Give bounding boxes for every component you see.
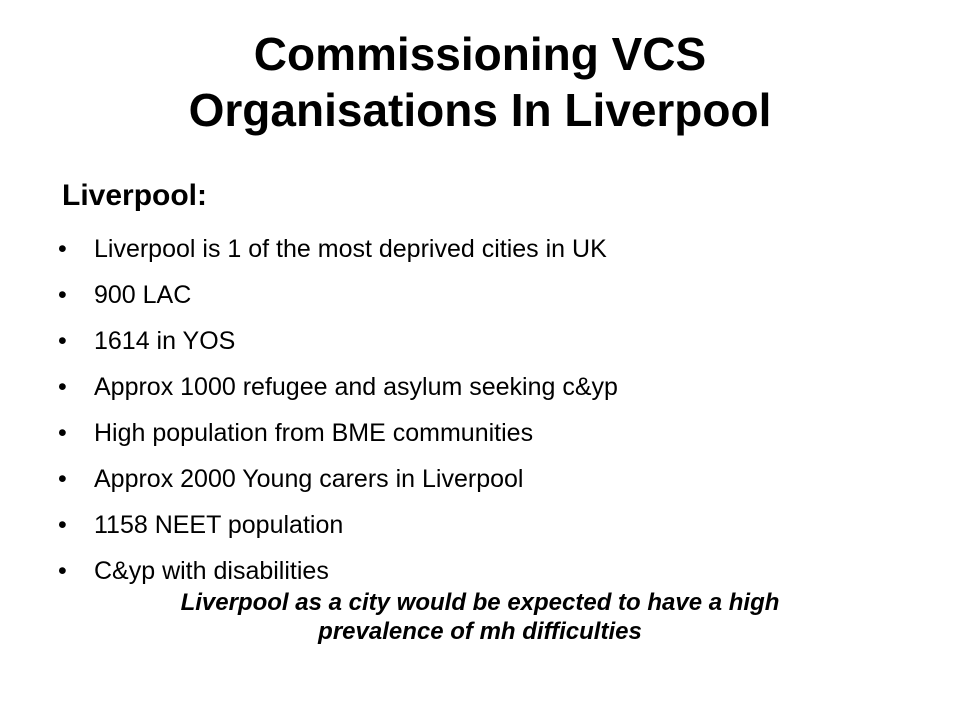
bullet-item [58,506,918,552]
slide-title-line-1: Commissioning VCS [253,28,707,80]
bullet-item [58,368,918,414]
bullet-text: Liverpool is 1 of the most deprived cities in UK [94,235,607,263]
bullet-item [58,414,918,460]
bullet-icon: • [58,511,67,539]
bullet-text: 900 LAC [94,281,192,309]
bullet-icon: • [58,557,67,585]
bullet-item [58,276,918,322]
bullet-text: 1614 in YOS [94,327,236,355]
slide-title-line-2: Organisations In Liverpool [188,84,772,136]
bullet-icon: • [58,327,67,355]
bullet-item [58,230,918,276]
bullet-item [58,322,918,368]
bullet-text: Approx 2000 Young carers in Liverpool [94,465,524,493]
bullet-text: High population from BME communities [94,419,534,447]
section-heading: Liverpool: [62,179,208,212]
slide-title [60,26,900,138]
conclusion-line-1: Liverpool as a city would be expected to have a high [180,589,780,616]
bullet-text: C&yp with disabilities [94,557,329,585]
bullet-icon: • [58,373,67,401]
bullet-item [58,460,918,506]
bullet-icon: • [58,419,67,447]
conclusion-note [40,588,920,646]
bullet-icon: • [58,465,67,493]
bullet-text: Approx 1000 refugee and asylum seeking c&yp [94,373,618,401]
bullet-text: 1158 NEET population [94,511,344,539]
conclusion-line-2: prevalence of mh difficulties [318,618,642,645]
bullet-icon: • [58,235,67,263]
bullet-list [58,230,918,598]
bullet-icon: • [58,281,67,309]
